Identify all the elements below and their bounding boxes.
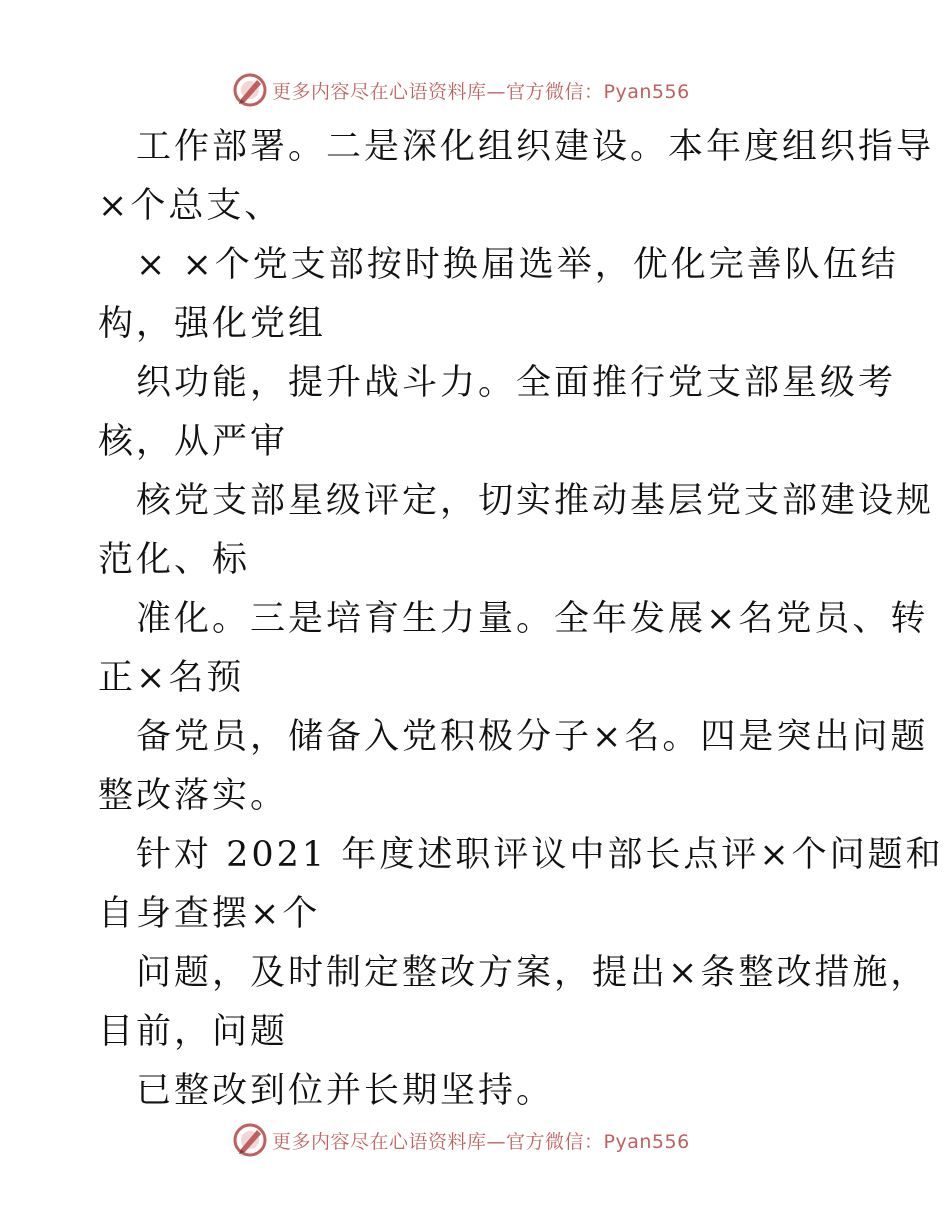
header-watermark [232,72,690,108]
text-line: 整改落实。 [98,776,289,816]
text-line: 准化。三是培育生力量。全年发展×名党员、转 [136,599,929,639]
text-line: 工作部署。二是深化组织建设。本年度组织指导 [136,127,935,167]
text-line: 目前，问题 [98,1012,289,1052]
text-line: × ×个党支部按时换届选举，优化完善队伍结 [136,245,899,285]
text-line: 自身查摆×个 [98,894,321,934]
text-line: 问题，及时制定整改方案，提出×条整改措施， [136,953,929,993]
text-line: 核，从严审 [98,422,289,462]
footer-watermark [232,1122,690,1158]
watermark-text: 更多内容尽在心语资料库—官方微信：Pyan556 [272,80,690,103]
text-line: 备党员，储备入党积极分子×名。四是突出问题 [136,717,929,757]
document-body [98,118,944,1121]
watermark-text: 更多内容尽在心语资料库—官方微信：Pyan556 [272,1130,690,1153]
text-line: 范化、标 [98,540,251,580]
text-line: 已整改到位并长期坚持。 [136,1071,555,1111]
pen-circle-logo-icon [232,1122,268,1158]
text-line: 核党支部星级评定，切实推动基层党支部建设规 [136,481,935,521]
text-line: 织功能，提升战斗力。全面推行党支部星级考 [136,363,897,403]
text-line: 正×名预 [98,658,245,698]
pen-circle-logo-icon [232,72,268,108]
text-line: 构，强化党组 [98,304,327,344]
text-line: ×个总支、 [98,186,283,226]
text-line: 针对 2021 年度述职评议中部长点评×个问题和 [136,835,944,875]
